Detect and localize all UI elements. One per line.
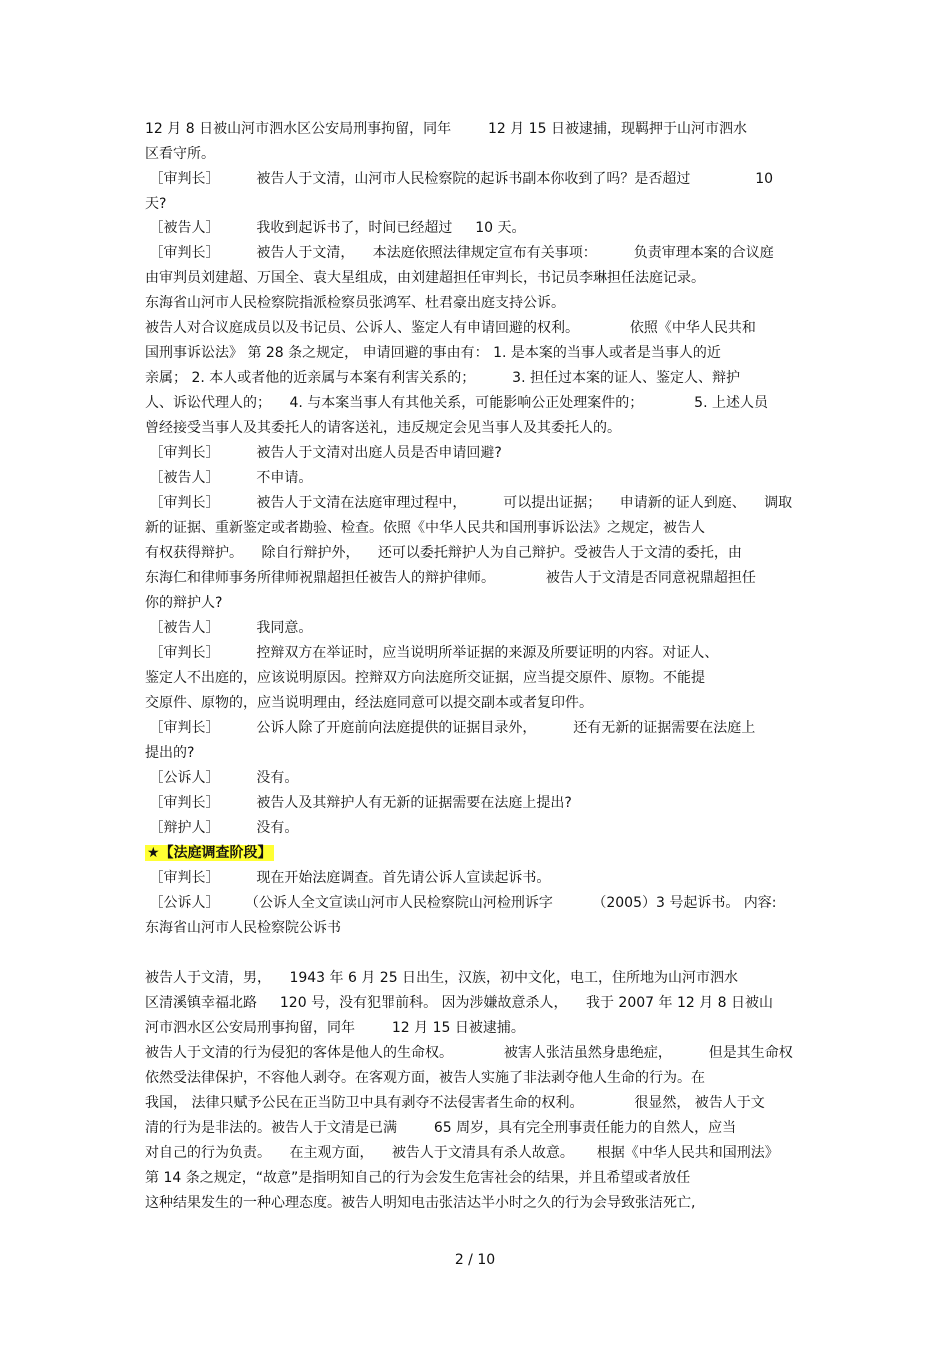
text-line: 这种结果发生的一种心理态度。被告人明知电击张洁达半小时之久的行为会导致张洁死亡,	[145, 1195, 696, 1211]
section-heading	[145, 844, 274, 862]
text-line: 人、诉讼代理人的； 4. 与本案当事人有其他关系，可能影响公正处理案件的； 5. 上述人员	[145, 395, 768, 411]
text-line: 你的辩护人?	[145, 595, 223, 611]
text-line: 清的行为是非法的。被告人于文清是已满 65 周岁，具有完全刑事责任能力的自然人，应当	[145, 1120, 737, 1136]
text-line: 被告人于文清，男， 1943 年 6 月 25 日出生，汉族，初中文化，电工，住所地为山河市泗水	[145, 970, 739, 986]
text-line: ［审判长］ 公诉人除了开庭前向法庭提供的证据目录外， 还有无新的证据需要在法庭上	[145, 720, 756, 736]
text-line: 亲属； 2. 本人或者他的近亲属与本案有利害关系的； 3. 担任过本案的证人、鉴定人、辩护	[145, 370, 740, 386]
text-line: 交原件、原物的，应当说明理由，经法庭同意可以提交副本或者复印件。	[145, 695, 593, 711]
text-line: 东海省山河市人民检察院指派检察员张鸿军、杜君豪出庭支持公诉。	[145, 295, 565, 311]
text-line: ［审判长］ 控辩双方在举证时，应当说明所举证据的来源及所要证明的内容。对证人、	[145, 645, 719, 661]
text-line: ［审判长］ 被告人及其辩护人有无新的证据需要在法庭上提出?	[145, 795, 572, 811]
text-line: 河市泗水区公安局刑事拘留，同年 12 月 15 日被逮捕。	[145, 1020, 525, 1036]
text-line: ［被告人］ 我同意。	[145, 620, 313, 636]
text-line: 新的证据、重新鉴定或者勘验、检查。依照《中华人民共和国刑事诉讼法》之规定，被告人	[145, 520, 705, 536]
text-line: 12 月 8 日被山河市泗水区公安局刑事拘留，同年 12 月 15 日被逮捕，现羁押于山河市泗水	[145, 121, 747, 137]
text-line: 有权获得辩护。 除自行辩护外， 还可以委托辩护人为自己辩护。受被告人于文清的委托，由	[145, 545, 742, 561]
text-line: 区清溪镇幸福北路 120 号，没有犯罪前科。 因为涉嫌故意杀人， 我于 2007 年 12 月 8 日被山	[145, 995, 774, 1011]
highlighted-heading: ★【法庭调查阶段】	[147, 845, 272, 861]
text-line: 曾经接受当事人及其委托人的请客送礼，违反规定会见当事人及其委托人的。	[145, 420, 621, 436]
text-line: ［审判长］ 被告人于文清， 本法庭依照法律规定宣布有关事项： 负责审理本案的合议庭	[145, 245, 774, 261]
text-line: ［被告人］ 不申请。	[145, 470, 313, 486]
text-line: 由审判员刘建超、万国全、袁大星组成，由刘建超担任审判长，书记员李琳担任法庭记录。	[145, 270, 705, 286]
text-line: 天?	[145, 196, 167, 212]
text-line: ［审判长］ 被告人于文清对出庭人员是否申请回避?	[145, 445, 502, 461]
text-line: 国刑事诉讼法》 第 28 条之规定， 申请回避的事由有： 1. 是本案的当事人或者是当事人的近	[145, 345, 721, 361]
text-line: ［审判长］ 现在开始法庭调查。首先请公诉人宣读起诉书。	[145, 870, 551, 886]
text-line: 鉴定人不出庭的，应该说明原因。控辩双方向法庭所交证据，应当提交原件、原物。不能提	[145, 670, 705, 686]
text-line: 东海仁和律师事务所律师祝鼎超担任被告人的辩护律师。 被告人于文清是否同意祝鼎超担任	[145, 570, 756, 586]
text-line: 被告人于文清的行为侵犯的客体是他人的生命权。 被害人张洁虽然身患绝症， 但是其生命权	[145, 1045, 793, 1061]
text-line: ［公诉人］ （公诉人全文宣读山河市人民检察院山河检刑诉字 （2005）3 号起诉书。 内容:	[145, 895, 777, 911]
text-line: ［审判长］ 被告人于文清在法庭审理过程中， 可以提出证据； 申请新的证人到庭、 调取	[145, 495, 793, 511]
text-line: 第 14 条之规定，“故意”是指明知自己的行为会发生危害社会的结果，并且希望或者放任	[145, 1170, 691, 1186]
text-line: 被告人对合议庭成员以及书记员、公诉人、鉴定人有申请回避的权利。 依照《中华人民共和	[145, 320, 756, 336]
text-line: 提出的?	[145, 745, 195, 761]
text-line: 东海省山河市人民检察院公诉书	[145, 920, 341, 936]
page-number: 2 / 10	[454, 1252, 496, 1268]
text-line: ［审判长］ 被告人于文清，山河市人民检察院的起诉书副本你收到了吗？是否超过 10	[145, 171, 774, 187]
text-line: 对自己的行为负责。 在主观方面， 被告人于文清具有杀人故意。 根据《中华人民共和国刑法》	[145, 1145, 779, 1161]
text-line: 区看守所。	[145, 146, 215, 162]
text-line: ［公诉人］ 没有。	[145, 770, 299, 786]
text-line: ［辩护人］ 没有。	[145, 820, 299, 836]
text-line: 我国， 法律只赋予公民在正当防卫中具有剥夺不法侵害者生命的权利。 很显然， 被告人于文	[145, 1095, 765, 1111]
text-line: 依然受法律保护，不容他人剥夺。在客观方面，被告人实施了非法剥夺他人生命的行为。在	[145, 1070, 705, 1086]
text-line: ［被告人］ 我收到起诉书了，时间已经超过 10 天。	[145, 220, 526, 236]
